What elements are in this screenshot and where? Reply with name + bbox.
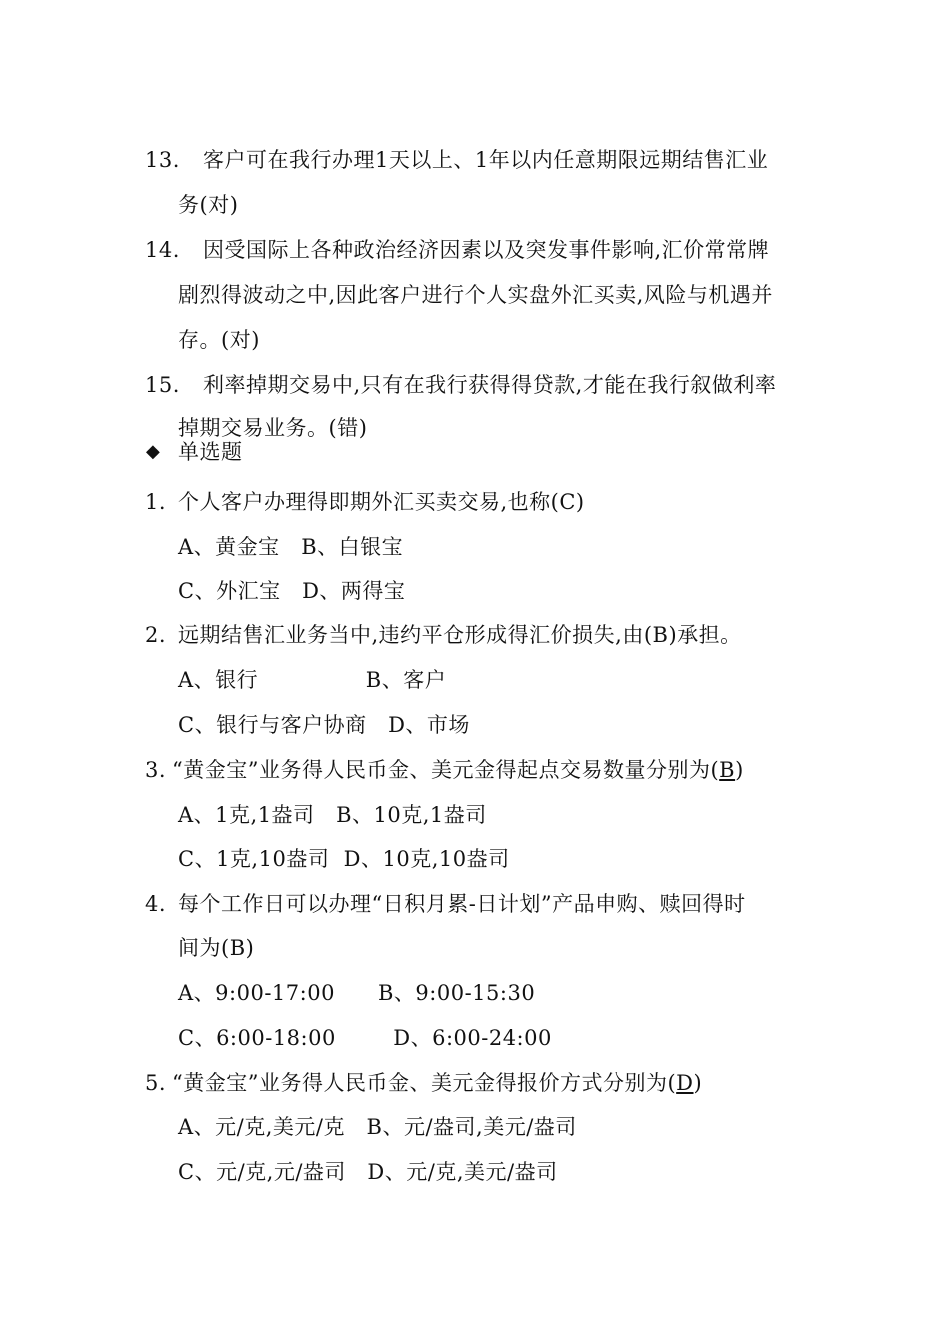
item-number: 3. — [145, 758, 167, 782]
question-text — [172, 755, 744, 785]
option-line: C、1克,10盎司 D、10克,10盎司 — [178, 847, 510, 871]
option-line: C、6:00-18:00 D、6:00-24:00 — [178, 1026, 552, 1050]
item-number: 1. — [145, 490, 167, 514]
item-text: 客户可在我行办理1天以上、1年以内任意期限远期结售汇业 — [203, 148, 769, 172]
option-line: A、元/克,美元/克 B、元/盎司,美元/盎司 — [178, 1115, 577, 1139]
option-line: A、9:00-17:00 B、9:00-15:30 — [178, 981, 536, 1005]
question-text: 远期结售汇业务当中,违约平仓形成得汇价损失,由(B)承担。 — [178, 623, 742, 647]
option-line: A、银行 B、客户 — [178, 668, 447, 692]
question-text: 每个工作日可以办理“日积月累-日计划”产品申购、赎回得时 — [178, 892, 746, 916]
option-line: C、外汇宝 D、两得宝 — [178, 579, 406, 603]
item-number: 2. — [145, 623, 167, 647]
option-line: C、元/克,元/盎司 D、元/克,美元/盎司 — [178, 1160, 558, 1184]
item-text: 剧烈得波动之中,因此客户进行个人实盘外汇买卖,风险与机遇并 — [178, 283, 773, 307]
item-number: 13. — [145, 148, 180, 172]
item-text: 掉期交易业务。(错) — [178, 416, 368, 440]
item-text: 因受国际上各种政治经济因素以及突发事件影响,汇价常常牌 — [203, 238, 770, 262]
option-line: C、银行与客户协商 D、市场 — [178, 713, 470, 737]
item-number: 4. — [145, 892, 167, 916]
question-text-pre: “黄金宝”业务得人民币金、美元金得报价方式分别为( — [172, 1071, 677, 1095]
answer-letter: B — [719, 758, 736, 782]
diamond-bullet-icon: ◆ — [146, 441, 161, 462]
question-text: 间为(B) — [178, 936, 255, 960]
option-line: A、黄金宝 B、白银宝 — [178, 535, 404, 559]
item-text: 务(对) — [178, 193, 239, 217]
question-text-pre: “黄金宝”业务得人民币金、美元金得起点交易数量分别为( — [172, 758, 720, 782]
item-text: 利率掉期交易中,只有在我行获得得贷款,才能在我行叙做利率 — [203, 373, 777, 397]
item-number: 5. — [145, 1071, 167, 1095]
question-text: 个人客户办理得即期外汇买卖交易,也称(C) — [178, 490, 585, 514]
question-text-post: ) — [693, 1071, 703, 1095]
item-number: 14. — [145, 238, 180, 262]
question-text — [172, 1068, 702, 1098]
question-text-post: ) — [735, 758, 744, 782]
section-title: 单选题 — [178, 440, 243, 464]
option-line: A、1克,1盎司 B、10克,1盎司 — [178, 803, 487, 827]
item-number: 15. — [145, 373, 180, 397]
answer-letter: D — [676, 1071, 694, 1095]
item-text: 存。(对) — [178, 328, 260, 352]
